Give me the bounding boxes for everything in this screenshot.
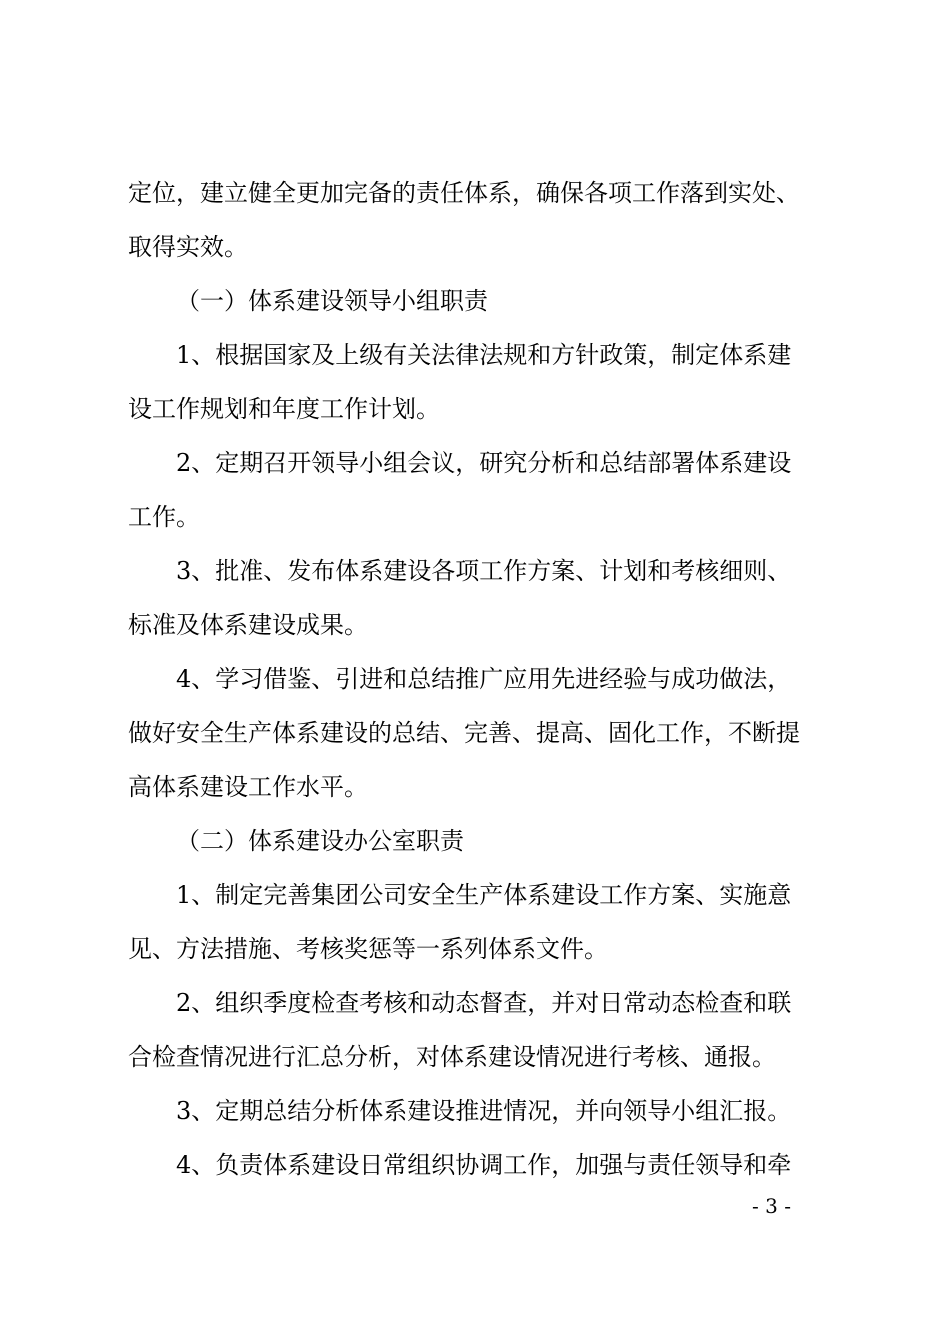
- body-text-line: 4、负责体系建设日常组织协调工作，加强与责任领导和牵: [176, 1151, 792, 1179]
- body-text-line: 合检查情况进行汇总分析，对体系建设情况进行考核、通报。: [128, 1043, 776, 1071]
- body-text-line: 见、方法措施、考核奖惩等一系列体系文件。: [128, 935, 608, 963]
- body-text-line: 高体系建设工作水平。: [128, 773, 368, 801]
- body-text-line: 1、根据国家及上级有关法律法规和方针政策，制定体系建: [176, 341, 792, 369]
- body-text-line: 工作。: [128, 503, 200, 531]
- body-text-line: 标准及体系建设成果。: [128, 611, 368, 639]
- body-text-line: 做好安全生产体系建设的总结、完善、提高、固化工作，不断提: [128, 719, 800, 747]
- body-text-line: 3、定期总结分析体系建设推进情况，并向领导小组汇报。: [176, 1097, 792, 1125]
- body-text-line: 设工作规划和年度工作计划。: [128, 395, 440, 423]
- body-text-line: 2、组织季度检查考核和动态督查，并对日常动态检查和联: [176, 989, 792, 1017]
- page-number: - 3 -: [752, 1194, 791, 1218]
- body-text-line: 取得实效。: [128, 233, 248, 261]
- body-text-line: 定位，建立健全更加完备的责任体系，确保各项工作落到实处、: [128, 179, 800, 207]
- body-text-line: 4、学习借鉴、引进和总结推广应用先进经验与成功做法，: [176, 665, 792, 693]
- body-text-line: 2、定期召开领导小组会议，研究分析和总结部署体系建设: [176, 449, 792, 477]
- body-text-line: 3、批准、发布体系建设各项工作方案、计划和考核细则、: [176, 557, 792, 585]
- section-heading: （二）体系建设办公室职责: [176, 827, 464, 855]
- body-text-line: 1、制定完善集团公司安全生产体系建设工作方案、实施意: [176, 881, 792, 909]
- section-heading: （一）体系建设领导小组职责: [176, 287, 488, 315]
